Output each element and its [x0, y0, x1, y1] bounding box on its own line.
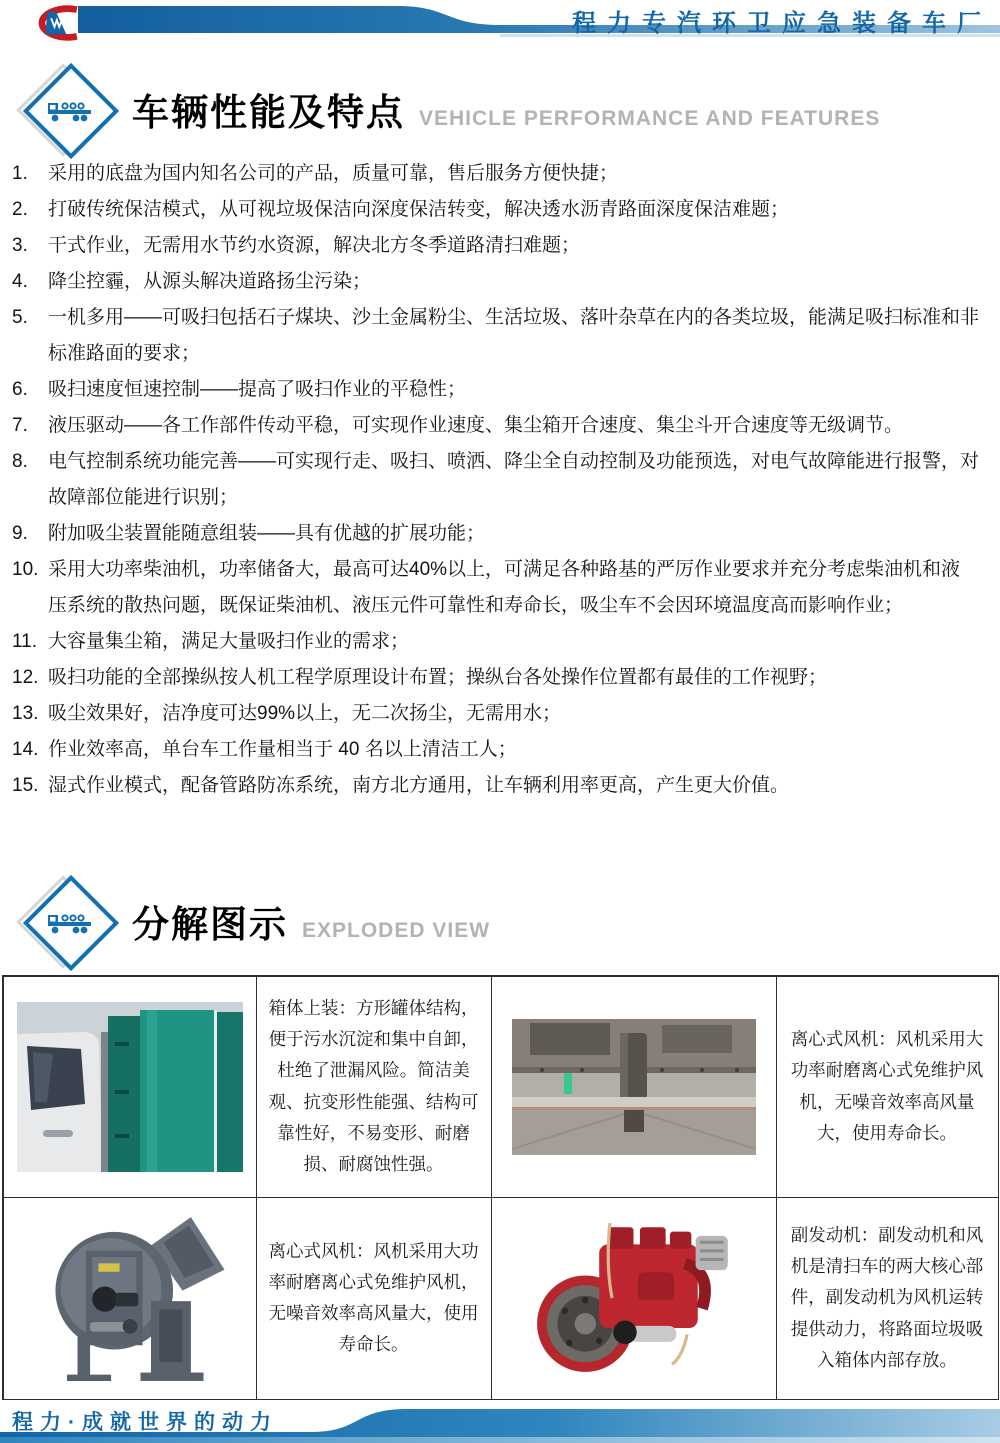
list-item — [12, 516, 990, 552]
item-text: 湿式作业模式，配备管路防冻系统，南方北方通用，让车辆利用率更高，产生更大价值。 — [48, 775, 790, 796]
list-item — [12, 624, 990, 660]
item-text: 大容量集尘箱，满足大量吸扫作业的需求； — [48, 631, 410, 652]
section-title: 车辆性能及特点 — [132, 92, 405, 133]
tank-interior-photo — [491, 976, 777, 1198]
table-cell-text — [776, 1197, 999, 1400]
item-text: 作业效率高，单台车工作量相当于 40 名以上清洁工人； — [48, 739, 517, 760]
section-titles — [132, 82, 880, 136]
item-number: 8. — [12, 451, 28, 472]
top-banner — [0, 0, 1000, 46]
list-item — [12, 156, 990, 192]
section-subtitle: EXPLODED VIEW — [302, 919, 491, 942]
fan-description: 离心式风机：风机采用大功率耐磨离心式免维护风机，无噪音效率高风量大，使用寿命长。 — [790, 1029, 984, 1143]
section-performance-header — [22, 62, 880, 156]
item-number: 1. — [12, 163, 28, 184]
list-item — [12, 732, 990, 768]
item-number: 11. — [12, 631, 38, 652]
item-text: 干式作业，无需用水节约水资源，解决北方冬季道路清扫难题； — [48, 235, 581, 256]
centrifugal-fan-photo — [3, 1197, 257, 1400]
item-text: 电气控制系统功能完善——可实现行走、吸扫、喷洒、降尘全自动控制及功能预选，对电气故障能进行报警，对故障部位能进行识别； — [48, 451, 980, 508]
item-text: 附加吸尘装置能随意组装——具有优越的扩展功能； — [48, 523, 486, 544]
section-exploded-header — [22, 874, 490, 968]
item-text: 打破传统保洁模式，从可视垃圾保洁向深度保洁转变，解决透水沥青路面深度保洁难题； — [48, 199, 790, 220]
list-item — [12, 552, 990, 624]
item-number: 3. — [12, 235, 28, 256]
list-item — [12, 408, 990, 444]
list-item — [12, 660, 990, 696]
item-number: 2. — [12, 199, 28, 220]
item-text: 采用大功率柴油机，功率储备大，最高可达40%以上，可满足各种路基的严厉作业要求并充分考虑柴油机和液 压系统的散热问题，既保证柴油机、液压元件可靠性和寿命长，吸尘车不会因环境温度高而影响作业； — [48, 559, 980, 616]
table-cell-text — [256, 976, 492, 1198]
exploded-view-table — [2, 975, 999, 1400]
item-text: 液压驱动——各工作部件传动平稳，可实现作业速度、集尘箱开合速度、集尘斗开合速度等无级调节。 — [48, 415, 904, 436]
truck-cab-and-tank-photo — [3, 976, 257, 1198]
list-item — [12, 300, 990, 372]
item-number: 4. — [12, 271, 28, 292]
factory-name: 程力专汽环卫应急装备车厂 — [572, 10, 992, 37]
item-text: 吸尘效果好，洁净度可达99%以上，无二次扬尘，无需用水； — [48, 703, 562, 724]
auxiliary-engine-description: 副发动机：副发动机和风机是清扫车的两大核心部件，副发动机为风机运转提供动力，将路面垃圾吸入箱体内部存放。 — [790, 1225, 984, 1370]
item-number: 13. — [12, 703, 39, 724]
auxiliary-engine-photo — [491, 1197, 777, 1400]
table-cell-text — [776, 976, 999, 1198]
truck-icon — [44, 94, 94, 124]
list-item — [12, 768, 990, 804]
item-text: 采用的底盘为国内知名公司的产品，质量可靠，售后服务方便快捷； — [48, 163, 619, 184]
list-item — [12, 192, 990, 228]
list-item — [12, 444, 990, 516]
tank-interior-illustration — [512, 1019, 756, 1155]
item-text: 降尘控霾，从源头解决道路扬尘污染； — [48, 271, 372, 292]
item-text: 吸扫速度恒速控制——提高了吸扫作业的平稳性； — [48, 379, 467, 400]
list-item — [12, 372, 990, 408]
list-item — [12, 228, 990, 264]
section-titles — [132, 894, 490, 948]
fan-description-2: 离心式风机：风机采用大功率耐磨离心式免维护风机，无噪音效率高风量大，使用寿命长。 — [268, 1240, 479, 1355]
item-number: 7. — [12, 415, 28, 436]
section-title: 分解图示 — [132, 904, 288, 945]
item-text: 吸扫功能的全部操纵按人机工程学原理设计布置；操纵台各处操作位置都有最佳的工作视野； — [48, 667, 828, 688]
centrifugal-fan-illustration — [25, 1208, 235, 1388]
section-icon-badge — [22, 874, 116, 968]
item-number: 12. — [12, 667, 39, 688]
item-number: 14. — [12, 739, 39, 760]
truck-cab-and-tank-illustration — [17, 1002, 243, 1172]
list-item — [12, 264, 990, 300]
tank-body-description: 箱体上装：方形罐体结构，便于污水沉淀和集中自卸，杜绝了泄漏风险。简洁美观、抗变形性能强、结构可靠性好，不易变形、耐磨损、耐腐蚀性强。 — [268, 998, 479, 1174]
feature-list — [12, 156, 990, 804]
item-number: 9. — [12, 523, 28, 544]
item-text: 一机多用——可吸扫包括石子煤块、沙土金属粉尘、生活垃圾、落叶杂草在内的各类垃圾，能满足吸扫标准和非标准路面的要求； — [48, 307, 980, 364]
table-cell-text — [256, 1197, 492, 1400]
item-number: 10. — [12, 559, 39, 580]
item-number: 15. — [12, 775, 39, 796]
section-subtitle: VEHICLE PERFORMANCE AND FEATURES — [419, 107, 881, 130]
truck-icon — [44, 906, 94, 936]
section-icon-badge — [22, 62, 116, 156]
list-item — [12, 696, 990, 732]
footer — [0, 1403, 1000, 1443]
auxiliary-engine-illustration — [526, 1208, 741, 1388]
item-number: 6. — [12, 379, 28, 400]
footer-slogan: 程力·成就世界的动力 — [12, 1411, 278, 1434]
item-number: 5. — [12, 307, 28, 328]
chengli-logo-icon — [8, 3, 100, 43]
